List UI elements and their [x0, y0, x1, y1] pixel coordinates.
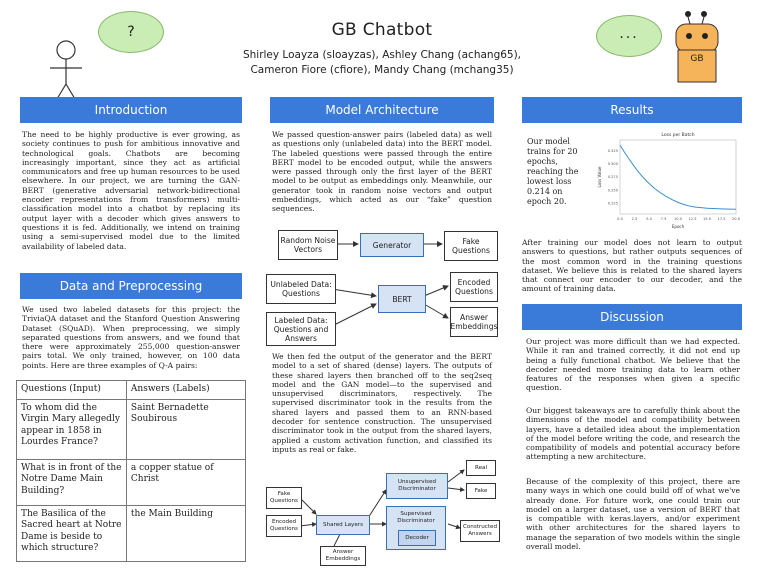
discussion-paragraph-1: Our project was more difficult than we had expected. While it ran and trained correctly, it did not end up being a fully functional chatbot. We believe that the decoder needed more training data to learn other features of the responses when given a specific question.: [526, 337, 740, 393]
data-text: We used two labeled datasets for this project: the TriviaQA dataset and the Stanford Question Answering Dataset (SQuAD). When preprocessing, we simply separated questions from answers, and we found that there were approximately 255,000 question-answer pairs total. We only trained, however, on 100 data points. Here are three examples of Q-A pairs:: [22, 305, 240, 370]
fake-questions-box: Fake Questions: [444, 231, 498, 261]
results-header: Results: [522, 97, 742, 123]
x-tick-label: 15.0: [702, 217, 712, 221]
table-row: [17, 505, 246, 561]
loss-chart-svg: [596, 128, 742, 230]
chart-xlabel: Epoch: [671, 224, 685, 229]
answer-embeddings-box: Answer Embeddings: [450, 307, 498, 337]
fake-box: Fake: [466, 483, 496, 499]
x-tick-label: 17.5: [717, 217, 726, 221]
authors: [200, 48, 564, 78]
x-tick-label: 7.5: [660, 217, 667, 221]
table-header: Answers (Labels): [126, 381, 245, 400]
loss-chart: [596, 128, 742, 230]
table-cell: a copper statue of Christ: [126, 459, 245, 505]
poster-title: GB Chatbot: [331, 20, 433, 40]
x-tick-label: 0.0: [617, 217, 623, 221]
d2-answer-embeddings-box: Answer Embeddings: [320, 546, 366, 566]
table-cell: The Basilica of the Sacred heart at Notre Dame is beside to which structure?: [17, 505, 127, 561]
y-tick-label: 0.300: [607, 161, 618, 166]
qa-table: [16, 380, 246, 562]
chart-title: Loss per Batch: [661, 133, 695, 138]
robot-icon: [668, 8, 728, 92]
discussion-paragraph-3: Because of the complexity of this project, there are many ways in which one could build off of what we've already done. For future work, one could train our model on a larger dataset, use a version of BERT that is compatible with keras.layers, and/or experiment with other architectures for the shared layers to manage the separation of two models within the single overall model.: [526, 477, 740, 552]
loss-series-line: [620, 145, 736, 209]
shared-layers-box: Shared Layers: [316, 515, 370, 535]
data-header: Data and Preprocessing: [20, 273, 242, 299]
x-tick-label: 20.0: [731, 217, 741, 221]
unsupervised-discriminator-box: Unsupervised Discriminator: [386, 473, 448, 499]
robot-label: GB: [690, 54, 704, 64]
model-text-1: We passed question-answer pairs (labeled data) as well as questions only (unlabeled data) into the BERT model. The labeled questions were passed through the entire BERT model to be encoded output, while the answers were passed through only the first layer of the BERT model to be output as embeddings only. Meanwhile, our generator took in random noise vectors and output embeddings, which acted as our “fake” question sequences.: [272, 130, 492, 214]
d2-fake-questions-box: Fake Questions: [266, 487, 302, 509]
table-header: Questions (Input): [17, 381, 127, 400]
generator-box: Generator: [360, 233, 424, 257]
y-tick-label: 0.275: [607, 175, 618, 180]
results-side-text: Our model trains for 20 epochs, reaching the lowest loss 0.214 on epoch 20.: [527, 137, 579, 206]
d2-encoded-questions-box: Encoded Questions: [266, 515, 302, 537]
model-architecture-header: Model Architecture: [270, 97, 494, 123]
constructed-answers-box: Constructed Answers: [460, 520, 500, 542]
table-row: [17, 459, 246, 505]
table-cell: What is in front of the Notre Dame Main Building?: [17, 459, 127, 505]
authors-line-2: Cameron Fiore (cfiore), Mandy Chang (mchang35): [250, 64, 514, 76]
labeled-box: Labeled Data: Questions and Answers: [266, 312, 336, 346]
encoded-questions-box: Encoded Questions: [450, 272, 498, 302]
real-box: Real: [466, 460, 496, 476]
y-tick-label: 0.250: [607, 188, 618, 193]
table-cell: the Main Building: [126, 505, 245, 561]
discussion-header: Discussion: [522, 304, 742, 330]
x-tick-label: 2.5: [631, 217, 638, 221]
ellipsis-cloud: ...: [596, 15, 662, 57]
discussion-paragraph-2: Our biggest takeaways are to carefully think about the dimensions of the model and compatibility between layers, have a detailed idea about the implementation of the model before writing the code, and research the compatibility of models and potential accuracy before attempting a new architecture.: [526, 406, 740, 462]
table-cell: Saint Bernadette Soubirous: [126, 399, 245, 459]
decoder-box: Decoder: [398, 530, 436, 546]
unlabeled-box: Unlabeled Data: Questions: [266, 274, 336, 304]
results-text: After training our model does not learn to output answers to questions, but rather outputs sequences of the most common word in the training questions dataset. We believe this is related to the shared layers that connect our encoder to our decoder, and the amount of training data.: [522, 238, 742, 294]
chart-ylabel: Loss Value: [597, 166, 602, 188]
authors-line-1: Shirley Loayza (sloayzas), Ashley Chang (achang65),: [242, 49, 522, 61]
model-text-2: We then fed the output of the generator and the BERT model to a set of shared (dense) layers. The outputs of these shared layers then branched off to the seq2seq model and the GAN model—to the supervised and unsupervised discriminators, respectively. The supervised discriminator took in the results from the shared layers and passed them to an RNN-based decoder for sentence construction. The unsupervised discriminator took in the output from the shared layers, applied a custom activation function, and classified its inputs as real or fake.: [272, 352, 492, 454]
x-tick-label: 10.0: [673, 217, 683, 221]
introduction-text: The need to be highly productive is ever growing, as society continues to push for ambitious innovative and technological goals. Chatbots are becoming increasingly important, since they act as artificial communicators and free up human resources to be used elsewhere. In our project, we are turning the GAN-BERT (generative adversarial network-bidirectional encoder representations from transformers) multi-classification model into a chatbot by replacing its output layer with a decoder which gives answers to questions it is fed. Additionally, we intend on training using a semi-supervised model due to the limited availability of labeled data.: [22, 130, 240, 251]
y-tick-label: 0.225: [607, 201, 618, 206]
question-cloud: ?: [98, 11, 164, 53]
supervised-discriminator-label: Supervised Discriminator: [397, 511, 435, 524]
table-header-row: [17, 381, 246, 400]
noise-box: Random Noise Vectors: [278, 230, 338, 260]
x-tick-label: 12.5: [688, 217, 697, 221]
x-tick-label: 5.0: [646, 217, 652, 221]
introduction-header: Introduction: [20, 97, 242, 123]
bert-box: BERT: [378, 285, 426, 313]
y-tick-label: 0.325: [607, 148, 618, 153]
table-row: [17, 399, 246, 459]
table-cell: To whom did the Virgin Mary allegedly appear in 1858 in Lourdes France?: [17, 399, 127, 459]
